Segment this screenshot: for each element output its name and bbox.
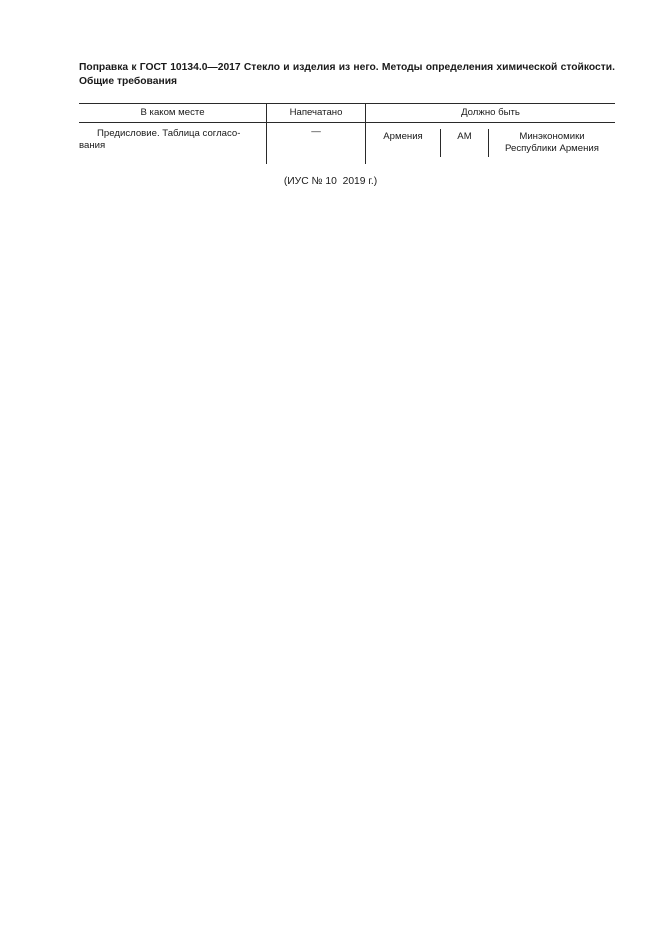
document-title: Поправка к ГОСТ 10134.0—2017 Стекло и изделия из него. Методы определения химической стойкости. Общие требования [79, 62, 615, 87]
header-place: В каком месте [140, 107, 205, 118]
amendment-table [79, 103, 615, 164]
row-country: Армения [383, 131, 423, 142]
header-should-be: Должно быть [461, 107, 520, 118]
row-place-line1: Предисловие. Таблица согласо- [97, 128, 241, 139]
row-printed: — [311, 126, 321, 137]
header-printed: Напечатано [289, 107, 343, 118]
row-code: AM [457, 131, 472, 142]
publication-reference: (ИУС № 10 2019 г.) [283, 176, 378, 187]
row-authority-line2: Республики Армения [505, 143, 599, 154]
row-place-line2: вания [79, 140, 106, 151]
table-row [79, 103, 615, 164]
row-authority-line1: Минэкономики [519, 131, 585, 142]
